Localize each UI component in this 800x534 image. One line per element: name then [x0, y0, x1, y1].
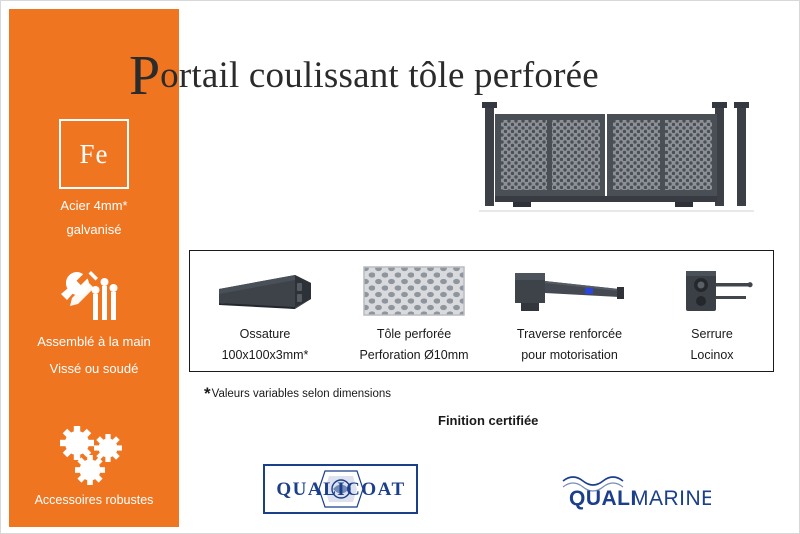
qualimarine-logo	[561, 469, 711, 511]
feature-caption-secondary: Locinox	[690, 348, 734, 362]
frame-profile-icon	[190, 260, 340, 322]
svg-text:MARINE: MARINE	[631, 487, 711, 510]
feature-caption-secondary: 100x100x3mm*	[221, 348, 309, 362]
feature-caption-primary: Traverse renforcée	[516, 327, 623, 341]
perforated-sheet-icon	[340, 260, 488, 322]
page-title-rest: ortail coulissant tôle perforée	[160, 55, 599, 97]
qualicoat-logo	[263, 464, 418, 514]
material-badge-label: Fe	[79, 138, 109, 169]
feature-caption-primary: Tôle perforée	[376, 327, 452, 341]
feature-item-ossature	[190, 251, 340, 373]
feature-item-tole-perforee	[340, 251, 488, 373]
feature-item-serrure	[651, 251, 773, 373]
material-badge	[59, 119, 129, 189]
finition-label: Finition certifiée	[438, 413, 539, 428]
svg-text:QUALICOAT: QUALICOAT	[275, 479, 406, 500]
reinforced-crossbar-icon	[488, 260, 651, 322]
page-title	[129, 45, 599, 108]
sidebar-label-galvanise: galvanisé	[66, 222, 122, 237]
sidebar-label-accessoires: Accessoires robustes	[34, 493, 154, 507]
feature-caption-primary: Ossature	[239, 327, 291, 341]
footnote-text: Valeurs variables selon dimensions	[211, 388, 392, 400]
footnote	[204, 384, 391, 404]
feature-caption-secondary: pour motorisation	[521, 348, 618, 362]
tools-icon	[9, 267, 179, 325]
footnote-star: *	[204, 384, 211, 403]
sidebar-label-visse: Vissé ou soudé	[49, 361, 139, 376]
feature-item-traverse-renforcee	[488, 251, 651, 373]
sliding-gate-photo	[479, 98, 754, 218]
feature-caption-primary: Serrure	[691, 327, 733, 341]
gears-icon	[9, 425, 179, 487]
svg-text:QUALI: QUALI	[569, 487, 637, 510]
page-title-initial: P	[129, 45, 161, 108]
sidebar-label-acier: Acier 4mm*	[60, 198, 128, 213]
feature-caption-secondary: Perforation Ø10mm	[359, 348, 469, 362]
lock-icon	[651, 260, 773, 322]
sidebar-label-assemble: Assemblé à la main	[37, 334, 151, 349]
features-box	[189, 250, 774, 372]
